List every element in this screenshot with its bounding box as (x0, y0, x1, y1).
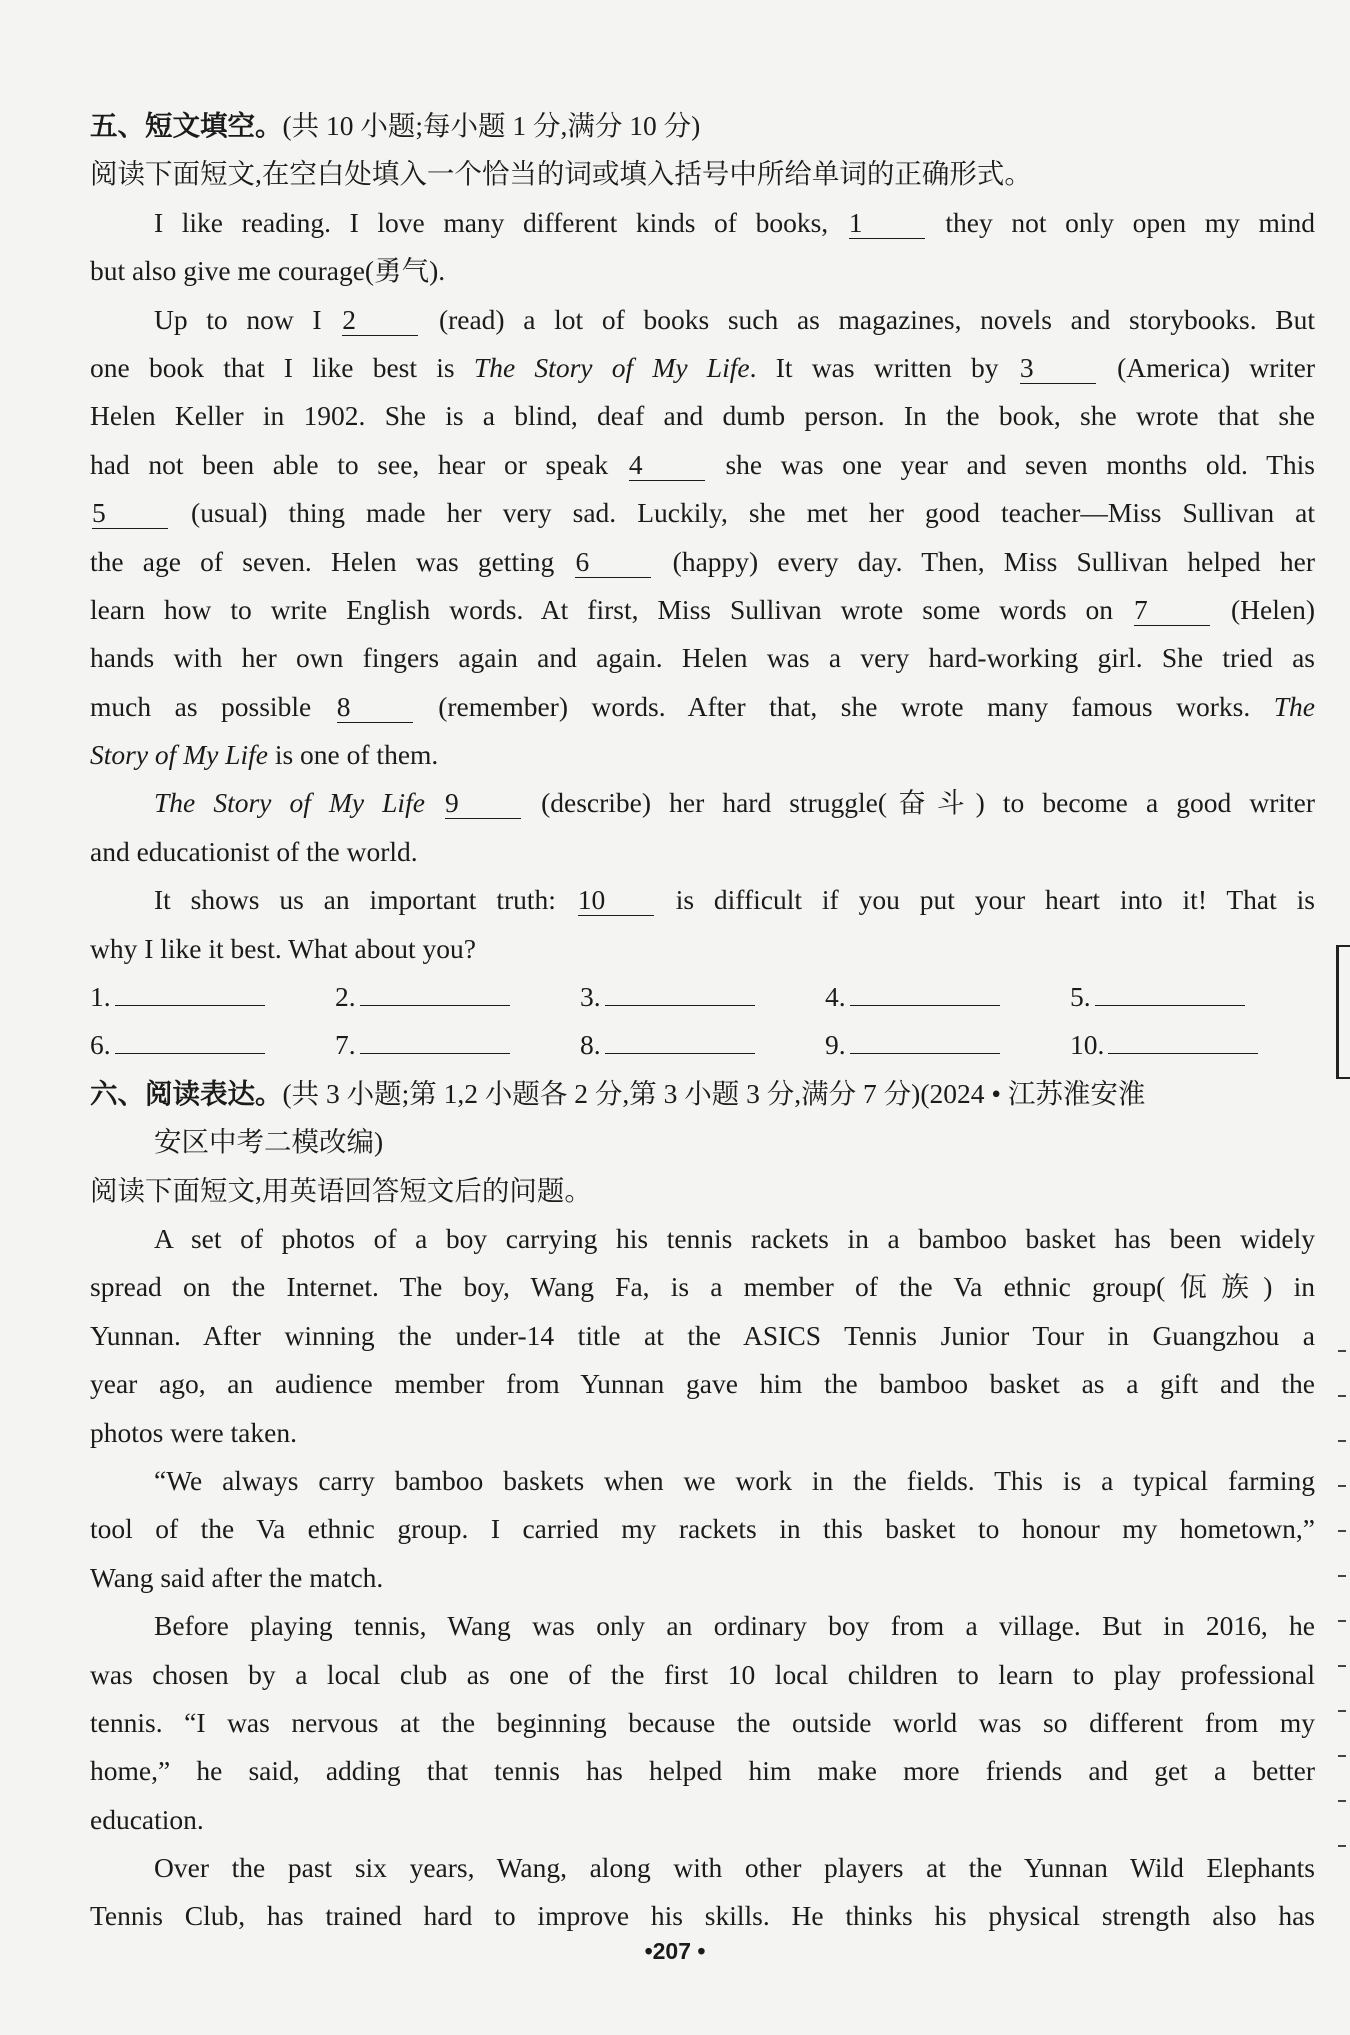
answer-slot[interactable] (580, 1021, 825, 1069)
answer-number: 6. (90, 1029, 111, 1061)
answer-slot[interactable] (90, 973, 335, 1021)
section5-heading-note: (共 10 小题;每小题 1 分,满分 10 分) (282, 110, 701, 141)
passage-line: Helen Keller in 1902. She is a blind, deaf and dumb person. In the book, she wrote that she (90, 400, 1315, 432)
section6-heading-line (90, 1070, 1315, 1118)
answer-slot[interactable] (90, 1021, 335, 1069)
passage-line: hands with her own fingers again and again. Helen was a very hard-working girl. She tried as (90, 642, 1315, 674)
text: the age of seven. Helen was getting (90, 545, 555, 577)
blank-10[interactable]: 10 (578, 885, 654, 916)
passage-line: spread on the Internet. The boy, Wang Fa, is a member of the Va ethnic group(佤族) in (90, 1271, 1315, 1303)
passage-line (90, 344, 1315, 392)
passage-line: why I like it best. What about you? (90, 932, 476, 964)
text: I like reading. I love many different kinds of books, (154, 206, 829, 238)
passage-line (90, 538, 1315, 586)
answer-slot[interactable] (1070, 1021, 1315, 1069)
passage-line: tennis. “I was nervous at the beginning because the outside world was so different from my (90, 1706, 1315, 1738)
answer-slot[interactable] (825, 1021, 1070, 1069)
passage-line: Tennis Club, has trained hard to improve his skills. He thinks his physical strength also has (90, 1900, 1315, 1932)
text: Up to now I (154, 303, 322, 335)
blank-8[interactable]: 8 (337, 692, 413, 723)
passage-line: year ago, an audience member from Yunnan gave him the bamboo basket as a gift and the (90, 1368, 1315, 1400)
passage-line: home,” he said, adding that tennis has helped him make more friends and get a better (90, 1755, 1315, 1787)
answer-slot[interactable] (825, 973, 1070, 1021)
text: (America) writer (1117, 351, 1316, 383)
text: (Helen) (1231, 593, 1315, 625)
passage-line (90, 199, 1315, 247)
text: (read) a lot of books such as magazines, novels and storybooks. But (438, 303, 1316, 335)
passage-line: Over the past six years, Wang, along with other players at the Yunnan Wild Elephants (154, 1852, 1315, 1884)
answer-number: 4. (825, 981, 846, 1013)
answer-slot[interactable] (1070, 973, 1315, 1021)
book-title: The (1273, 690, 1316, 722)
section6-instruction: 阅读下面短文,用英语回答短文后的问题。 (90, 1174, 592, 1206)
answer-slot[interactable] (335, 1021, 580, 1069)
answer-number: 5. (1070, 981, 1091, 1013)
section6-heading-note2: 安区中考二模改编) (154, 1126, 384, 1158)
answer-slot[interactable] (335, 973, 580, 1021)
text: It shows us an important truth: (154, 884, 556, 916)
section5-heading-line (90, 102, 1315, 150)
blank-1[interactable]: 1 (849, 208, 925, 239)
text: . It was written by (749, 351, 999, 383)
text: (describe) her hard struggle(奋斗) to become a good writer (541, 787, 1316, 819)
text: (happy) every day. Then, Miss Sullivan helped her (672, 545, 1316, 577)
text: (usual) thing made her very sad. Luckily, she met her good teacher—Miss Sullivan at (191, 497, 1315, 529)
book-title: The Story of My Life (154, 787, 425, 819)
page-number: •207 • (644, 1938, 706, 1964)
passage-line: “We always carry bamboo baskets when we work in the fields. This is a typical farming (154, 1464, 1315, 1496)
section6-heading: 六、阅读表达。 (90, 1077, 283, 1109)
text: is one of them. (267, 739, 439, 771)
text: (remember) words. After that, she wrote many famous works. (438, 690, 1251, 722)
passage-line: and educationist of the world. (90, 835, 418, 867)
answer-number: 10. (1070, 1029, 1105, 1061)
blank-6[interactable]: 6 (575, 547, 651, 578)
text: is difficult if you put your heart into it! That is (675, 884, 1315, 916)
text: much as possible (90, 690, 312, 722)
answer-number: 7. (335, 1029, 356, 1061)
answer-slot[interactable] (580, 973, 825, 1021)
margin-box (1336, 945, 1350, 1079)
passage-line: was chosen by a local club as one of the first 10 local children to learn to play professional (90, 1658, 1315, 1690)
text: had not been able to see, hear or speak (90, 448, 609, 480)
passage-line: photos were taken. (90, 1416, 297, 1448)
worksheet-page (90, 102, 1315, 1941)
text: one book that I like best is (90, 351, 455, 383)
passage-line (90, 489, 1315, 537)
answer-number: 9. (825, 1029, 846, 1061)
answer-number: 2. (335, 981, 356, 1013)
answer-row (90, 1021, 1315, 1069)
passage-line: Before playing tennis, Wang was only an ordinary boy from a village. But in 2016, he (154, 1610, 1315, 1642)
answer-row (90, 973, 1315, 1021)
passage-line: education. (90, 1803, 204, 1835)
blank-9[interactable]: 9 (445, 788, 521, 819)
section6-heading-note: (共 3 小题;第 1,2 小题各 2 分,第 3 小题 3 分,满分 7 分)(2024 • 江苏淮安淮 (282, 1077, 1146, 1109)
passage-line: A set of photos of a boy carrying his tennis rackets in a bamboo basket has been widely (154, 1222, 1315, 1254)
passage-line: tool of the Va ethnic group. I carried my rackets in this basket to honour my hometown,” (90, 1513, 1315, 1545)
text: they not only open my mind (945, 206, 1316, 238)
passage-line: but also give me courage(勇气). (90, 255, 446, 287)
blank-2[interactable]: 2 (342, 305, 418, 336)
blank-7[interactable]: 7 (1134, 595, 1210, 626)
passage-line (90, 731, 1315, 779)
answer-number: 8. (580, 1029, 601, 1061)
blank-4[interactable]: 4 (629, 450, 705, 481)
passage-line (90, 779, 1315, 827)
answer-number: 3. (580, 981, 601, 1013)
text: learn how to write English words. At first, Miss Sullivan wrote some words on (90, 593, 1114, 625)
passage-line (90, 586, 1315, 634)
book-title: Story of My Life (90, 739, 268, 771)
passage-line: Wang said after the match. (90, 1561, 384, 1593)
blank-5[interactable]: 5 (92, 498, 168, 529)
book-title: The Story of My Life (473, 351, 750, 383)
text: she was one year and seven months old. This (725, 448, 1315, 480)
passage-line (90, 683, 1315, 731)
section5-heading: 五、短文填空。 (90, 110, 283, 141)
passage-line (90, 296, 1315, 344)
answer-number: 1. (90, 981, 111, 1013)
passage-line (90, 441, 1315, 489)
passage-line: Yunnan. After winning the under-14 title at the ASICS Tennis Junior Tour in Guangzhou a (90, 1319, 1315, 1351)
blank-3[interactable]: 3 (1020, 353, 1096, 384)
passage-line (90, 876, 1315, 924)
section5-instruction: 阅读下面短文,在空白处填入一个恰当的词或填入括号中所给单词的正确形式。 (90, 158, 1032, 190)
